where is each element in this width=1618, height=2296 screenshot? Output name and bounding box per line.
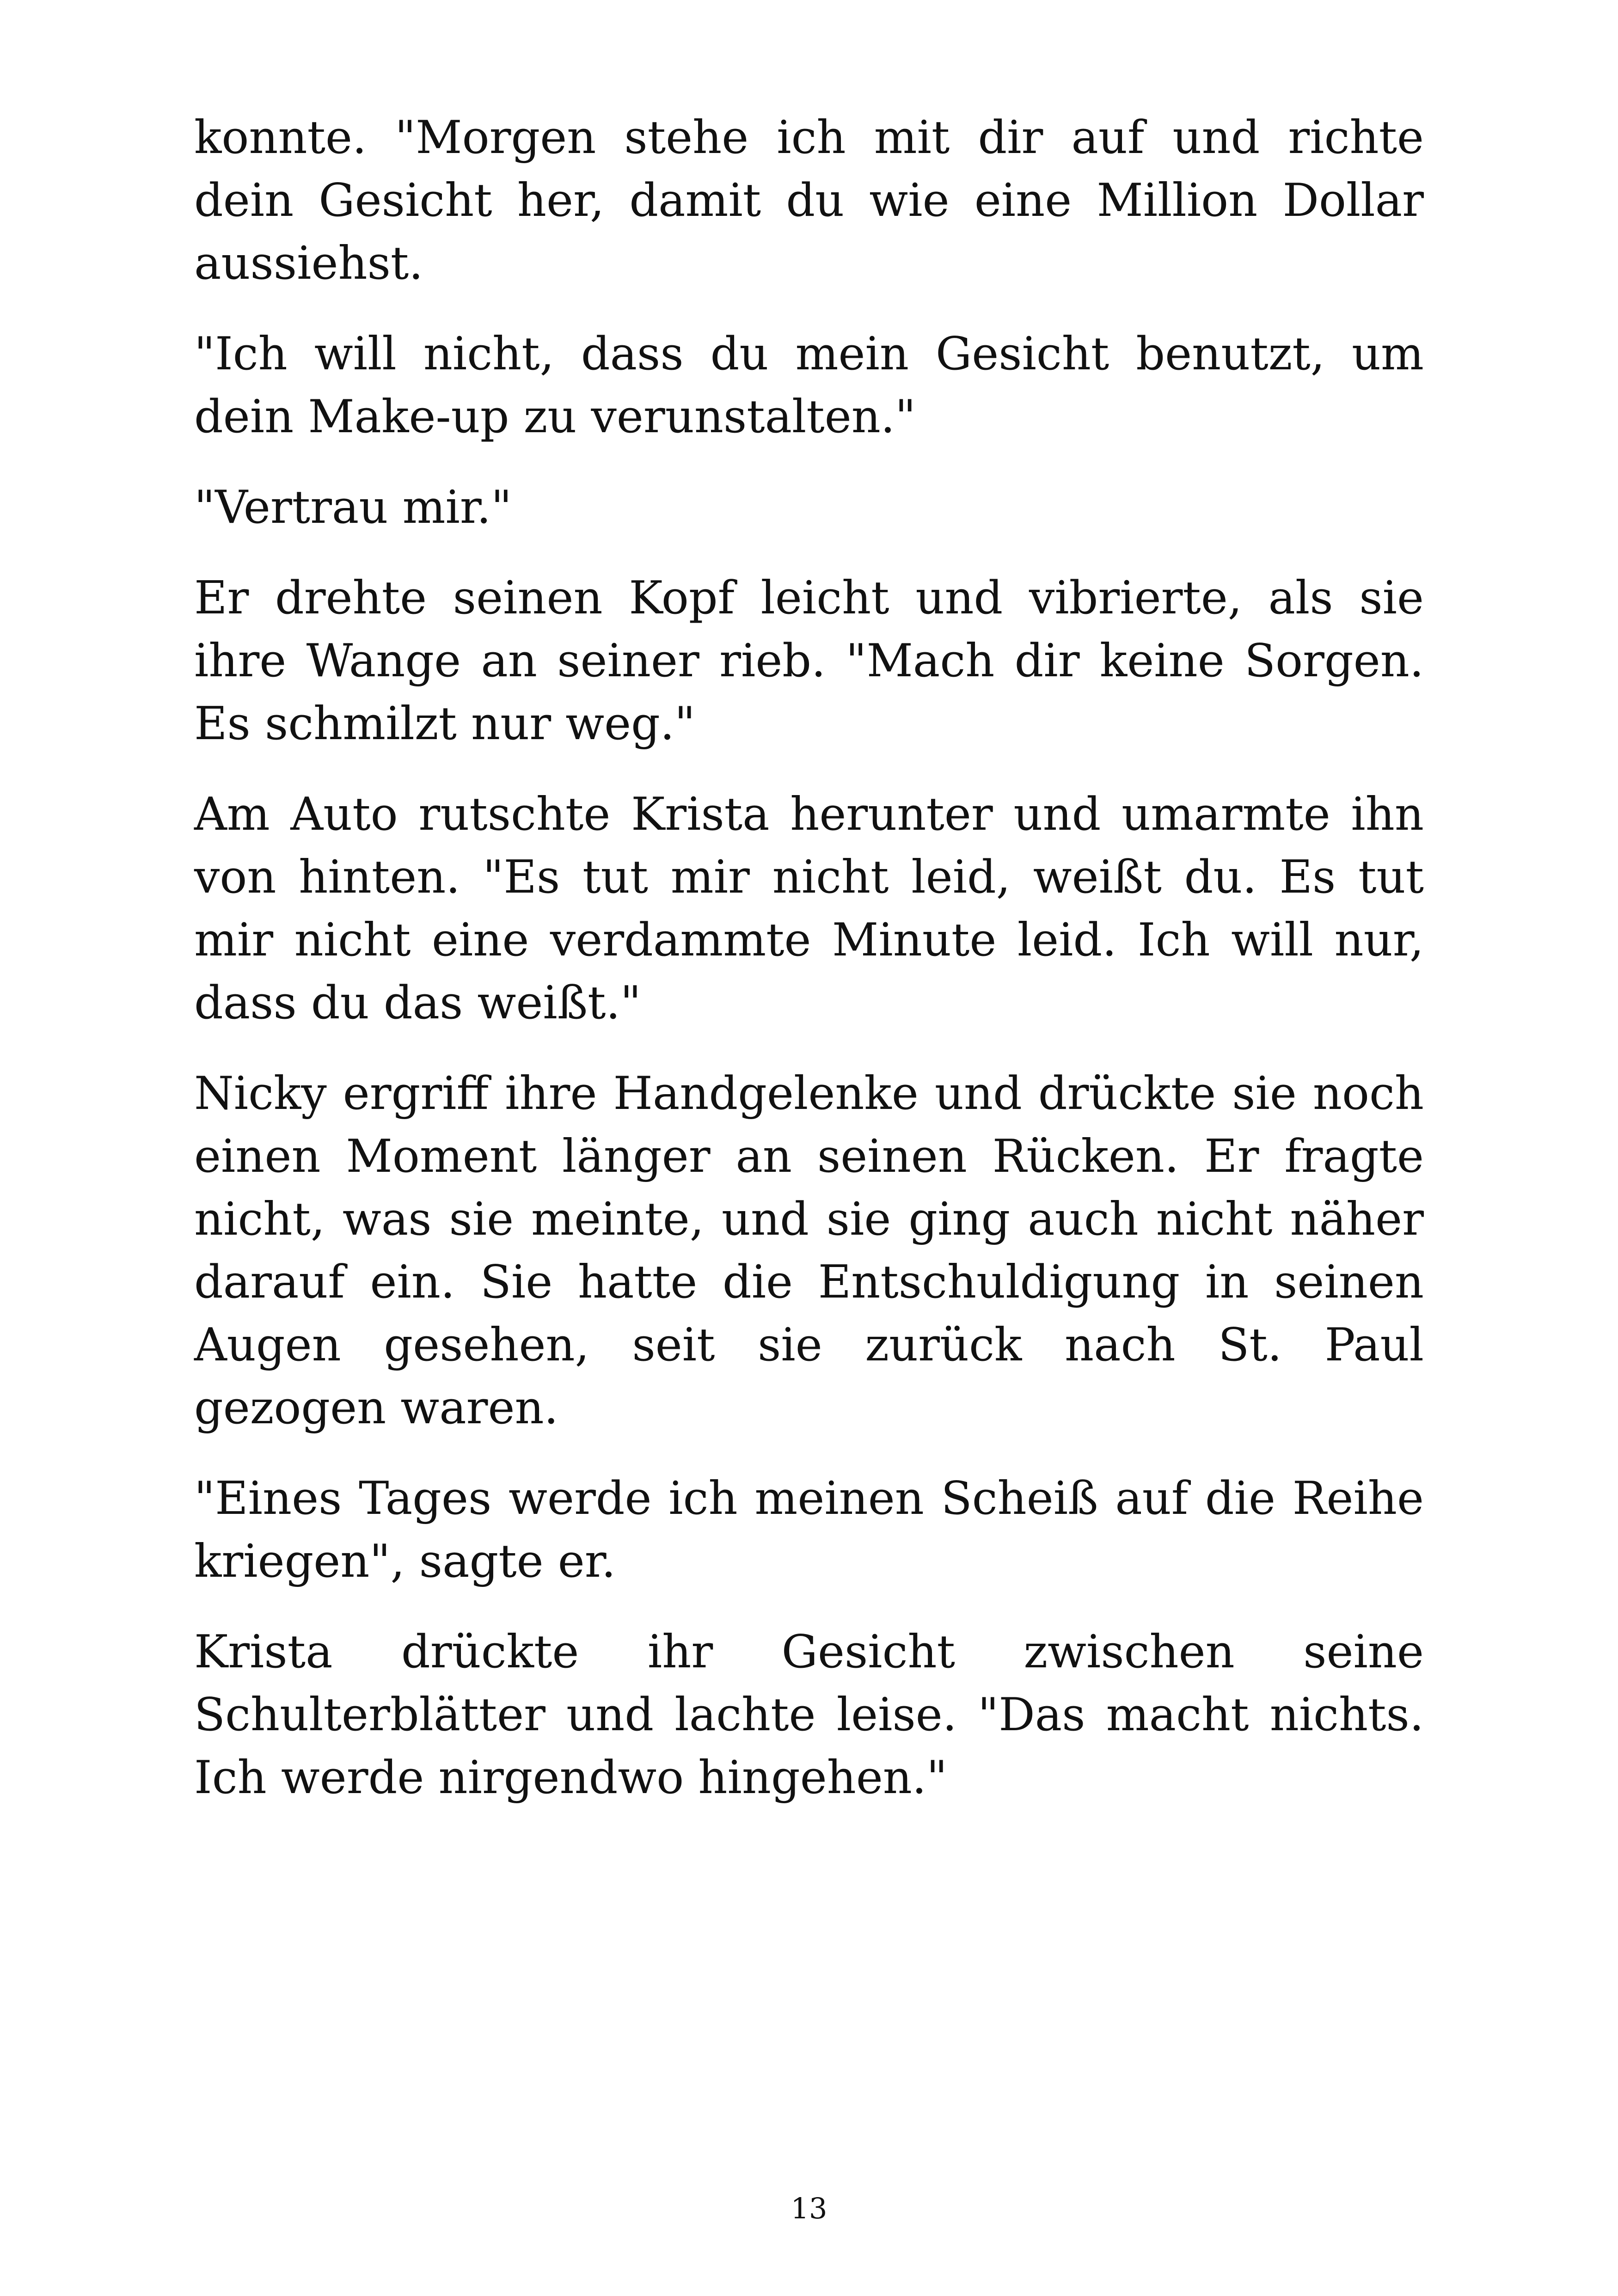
body-text <box>194 106 1424 1837</box>
paragraph: Am Auto rutschte Krista herunter und umarmte ihn von hinten. "Es tut mir nicht leid, weißt du. Es tut mir nicht eine verdammte Minute leid. Ich will nur, dass du das weißt." <box>194 788 1424 1029</box>
paragraph: "Ich will nicht, dass du mein Gesicht benutzt, um dein Make-up zu verunstalten." <box>194 328 1424 443</box>
paragraph: konnte. "Morgen stehe ich mit dir auf und richte dein Gesicht her, damit du wie eine Million Dollar aussiehst. <box>194 111 1424 290</box>
page-number: 13 <box>791 2192 827 2225</box>
paragraph: Nicky ergriff ihre Handgelenke und drückte sie noch einen Moment länger an seinen Rücken. Er fragte nicht, was sie meinte, und sie ging auch nicht näher darauf ein. Sie hatte die Entschuldigung in seinen Augen gesehen, seit sie zurück nach St. Paul gezogen waren. <box>194 1067 1424 1434</box>
paragraph: Krista drückte ihr Gesicht zwischen seine Schulterblätter und lachte leise. "Das macht nichts. Ich werde nirgendwo hingehen." <box>194 1626 1424 1804</box>
paragraph: "Eines Tages werde ich meinen Scheiß auf die Reihe kriegen", sagte er. <box>194 1472 1424 1588</box>
paragraph: "Vertrau mir." <box>194 481 512 534</box>
paragraph: Er drehte seinen Kopf leicht und vibrierte, als sie ihre Wange an seiner rieb. "Mach dir keine Sorgen. Es schmilzt nur weg." <box>194 572 1424 750</box>
